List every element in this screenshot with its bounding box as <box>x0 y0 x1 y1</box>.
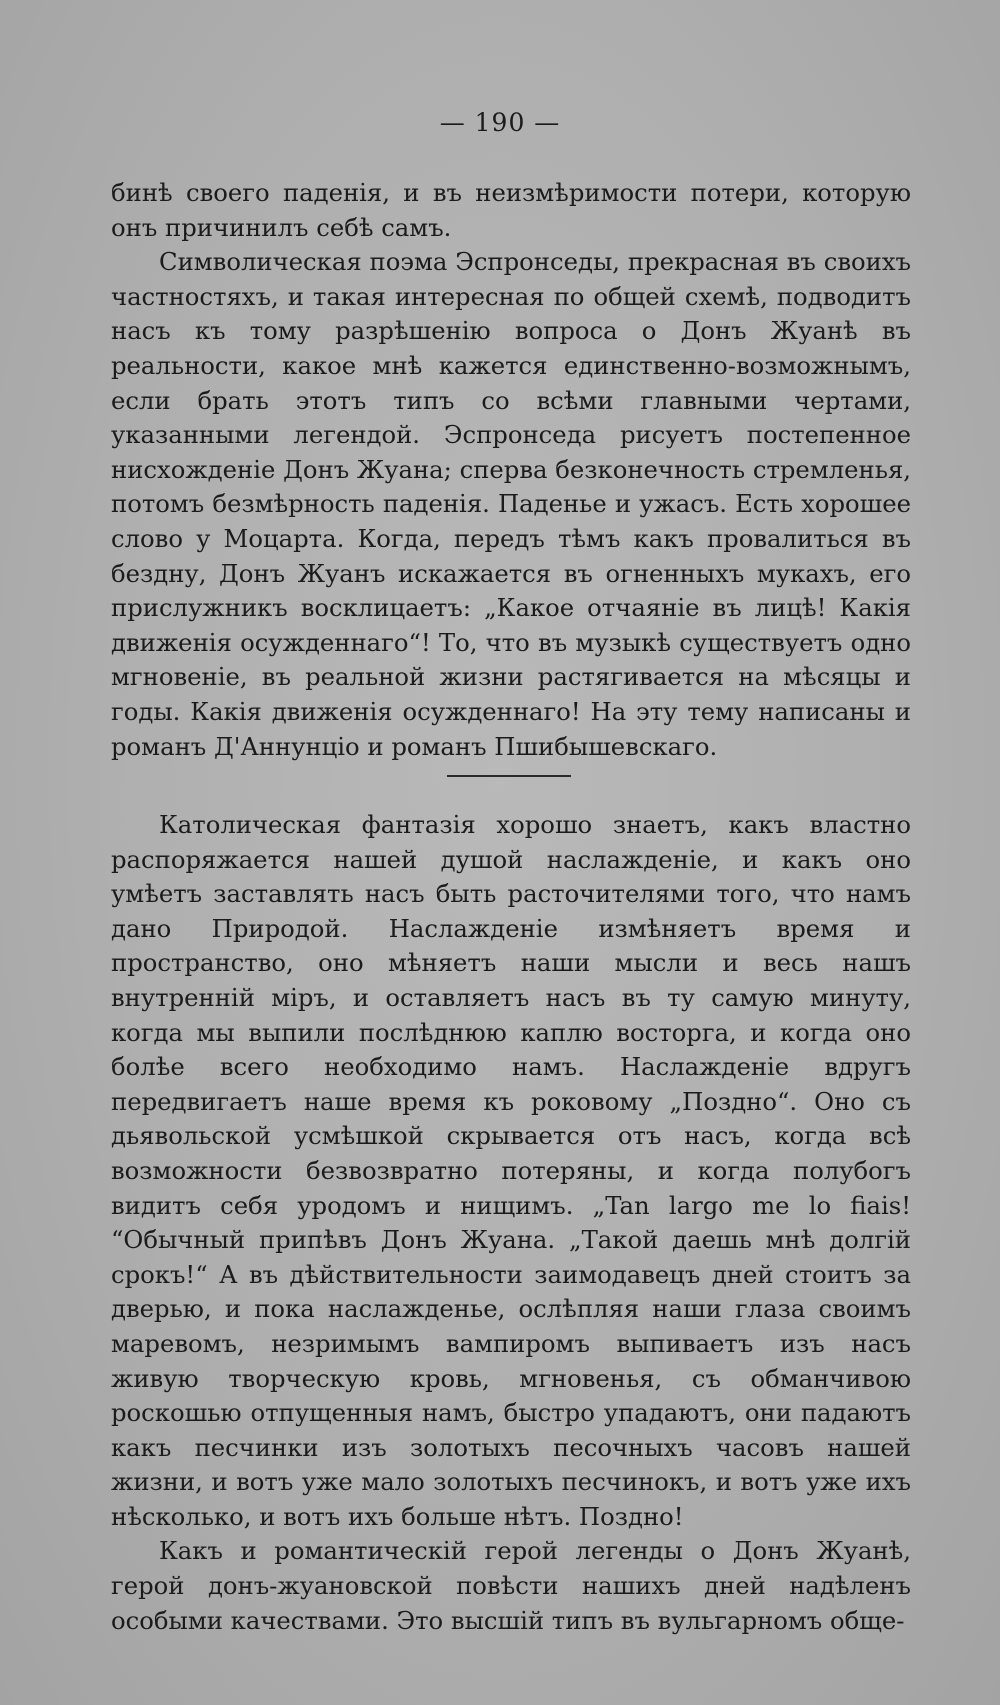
paragraph: бинѣ своего паденія, и въ неизмѣримости потери, которую онъ причинилъ себѣ самъ. <box>111 178 911 242</box>
paragraph: Символическая поэма Эспронседы, прекрасная въ своихъ частностяхъ, и такая интересная по общей схемѣ, подводитъ насъ къ тому разрѣшенію вопроса о Донъ Жуанѣ въ реальности, какое мнѣ кажется единственно-возможнымъ, если брать этотъ типъ со всѣми главными чертами, указанными легендой. Эспронседа рисуетъ постепенное нисхожденіе Донъ Жуана; сперва безконечность стремленья, потомъ безмѣрность паденія. Паденье и ужасъ. Есть хорошее слово у Моцарта. Когда, передъ тѣмъ какъ провалиться въ бездну, Донъ Жуанъ искажается въ огненныхъ мукахъ, его прислужникъ восклицаетъ: „Какое отчаяніе въ лицѣ! Какія движенія осужденнаго“! То, что въ музыкѣ существуетъ одно мгновеніе, въ реальной жизни растягивается на мѣсяцы и годы. Какія движенія осужденнаго! На эту тему написаны и романъ Д'Аннунціо и романъ Пшибышевскаго. <box>111 247 911 761</box>
text-section-2 <box>111 808 911 1638</box>
text-section-1 <box>111 176 911 764</box>
paragraph: Католическая фантазія хорошо знаетъ, какъ властно распоряжается нашей душой наслажденіе, и какъ оно умѣетъ заставлять насъ быть расточителями того, что намъ дано Природой. Наслажденіе измѣняетъ время и пространство, оно мѣняетъ наши мысли и весь нашъ внутренній міръ, и оставляетъ насъ въ ту самую минуту, когда мы выпили послѣднюю каплю восторга, и когда оно болѣе всего необходимо намъ. Наслажденіе вдругъ передвигаетъ наше время къ роковому „Поздно“. Оно съ дьявольской усмѣшкой скрывается отъ насъ, когда всѣ возможности безвозвратно потеряны, и когда полубогъ видитъ себя уродомъ и нищимъ. „Tan largo me lo fiais! “Обычный припѣвъ Донъ Жуана. „Такой даешь мнѣ долгій срокъ!“ А въ дѣйствительности заимодавецъ дней стоитъ за дверью, и пока наслажденье, ослѣпляя наши глаза своимъ маревомъ, незримымъ вампиромъ выпиваетъ изъ насъ живую творческую кровь, мгновенья, съ обманчивою роскошью отпущенныя намъ, быстро упадаютъ, они падаютъ какъ песчинки изъ золотыхъ песочныхъ часовъ нашей жизни, и вотъ уже мало золотыхъ песчинокъ, и вотъ уже ихъ нѣсколько, и вотъ ихъ больше нѣтъ. Поздно! <box>111 810 911 1531</box>
section-separator <box>447 775 571 777</box>
page-number: — 190 — <box>439 108 561 137</box>
paragraph: Какъ и романтическій герой легенды о Донъ Жуанѣ, герой донъ-жуановской повѣсти нашихъ дней надѣленъ особыми качествами. Это высшій типъ въ вульгарномъ обще- <box>111 1536 911 1635</box>
